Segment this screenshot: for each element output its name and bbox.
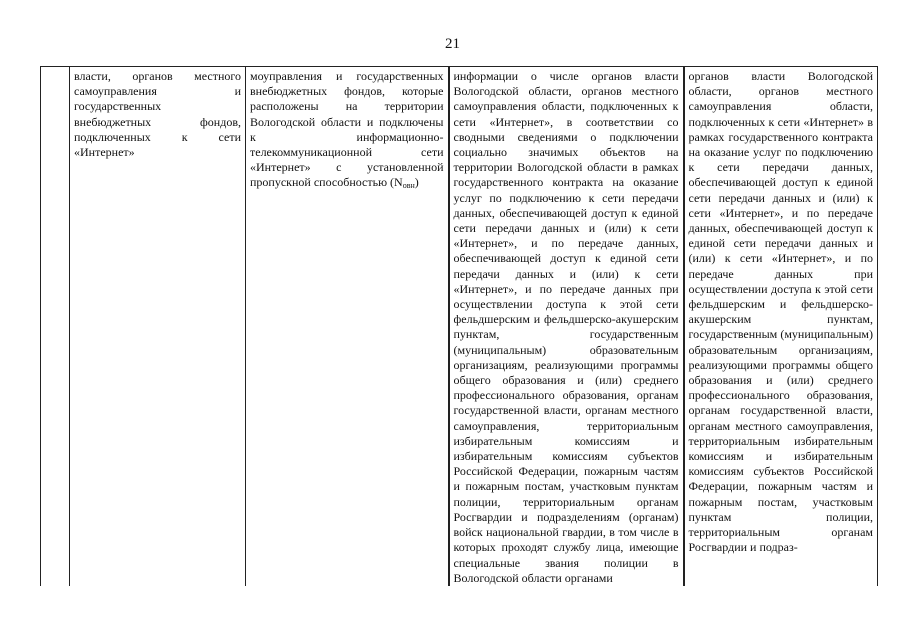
indicator-definition-text	[250, 69, 444, 194]
page-number: 21	[445, 36, 460, 52]
row-number-cell	[41, 67, 70, 586]
calculation-cell	[684, 67, 878, 586]
definition-text: моуправления и государственных внебюджетных фондов, которые расположены на территории Вологодской области и подключены к информационно-телекоммуникационной сети «Интернет» с установленной пропускной способностью (N	[250, 69, 444, 190]
definition-subscript: овн	[402, 181, 415, 191]
indicator-name-cell	[70, 67, 246, 586]
indicator-definition-cell	[246, 67, 449, 586]
indicator-name-text: власти, органов местного самоуправления и государственных внебюджетных фондов, подключенных к сети «Интернет»	[74, 69, 241, 160]
data-source-text: информации о числе органов власти Вологодской области, органов местного самоуправления области, подключенных к сети «Интернет», в соответствии со сводными сведениями о подключении социально значимых объектов на территории Вологодской области в рамках государственного контракта на оказание услуг по подключению к сети передачи данных, обеспечивающей доступ к единой сети передачи данных и (или) к сети «Интернет», и по передаче данных, обеспечивающей доступ к единой сети передачи данных и (или) к сети «Интернет», и по передаче данных при осуществлении доступа к этой сети фельдшерским и фельдшерско-акушерским пунктам, государственным (муниципальным) образовательным организациям, реализующими программы общего образования и (или) среднего профессионального образования, органам государственной власти, органам местного самоуправления, территориальным избирательным комиссиям и избирательным комиссиям субъектов Российской Федерации, пожарным частям и пожарным постам, участковым пунктам полиции, территориальным органам Росгвардии и подразделениям (органам) войск национальной гвардии, в том числе в которых проходят службу лица, имеющие специальные звания полиции в Вологодской области органами	[453, 69, 679, 585]
document-table	[40, 66, 878, 586]
table-row	[41, 67, 878, 586]
calculation-text: органов власти Вологодской области, органов местного самоуправления области, подключенных к сети «Интернет» в рамках государственного контракта на оказание услуг по подключению к сети передачи данных, обеспечивающей доступ к единой сети передачи данных и (или) к сети «Интернет», и по передаче данных, обеспечивающей доступ к единой сети передачи данных и (или) к сети «Интернет», и по передаче данных при осуществлении доступа к этой сети фельдшерским и фельдшерско-акушерским пунктам, государственным (муниципальным) образовательным организациям, реализующими программы общего образования и (или) среднего профессионального образования, органам государственной власти, органам местного самоуправления, территориальным избирательным комиссиям и избирательным комиссиям субъектов Российской Федерации, пожарным частям и пожарным постам, участковым пунктам полиции, территориальным органам Росгвардии и подраз-	[688, 69, 873, 555]
definition-close-paren: )	[414, 175, 419, 190]
data-source-cell	[449, 67, 684, 586]
